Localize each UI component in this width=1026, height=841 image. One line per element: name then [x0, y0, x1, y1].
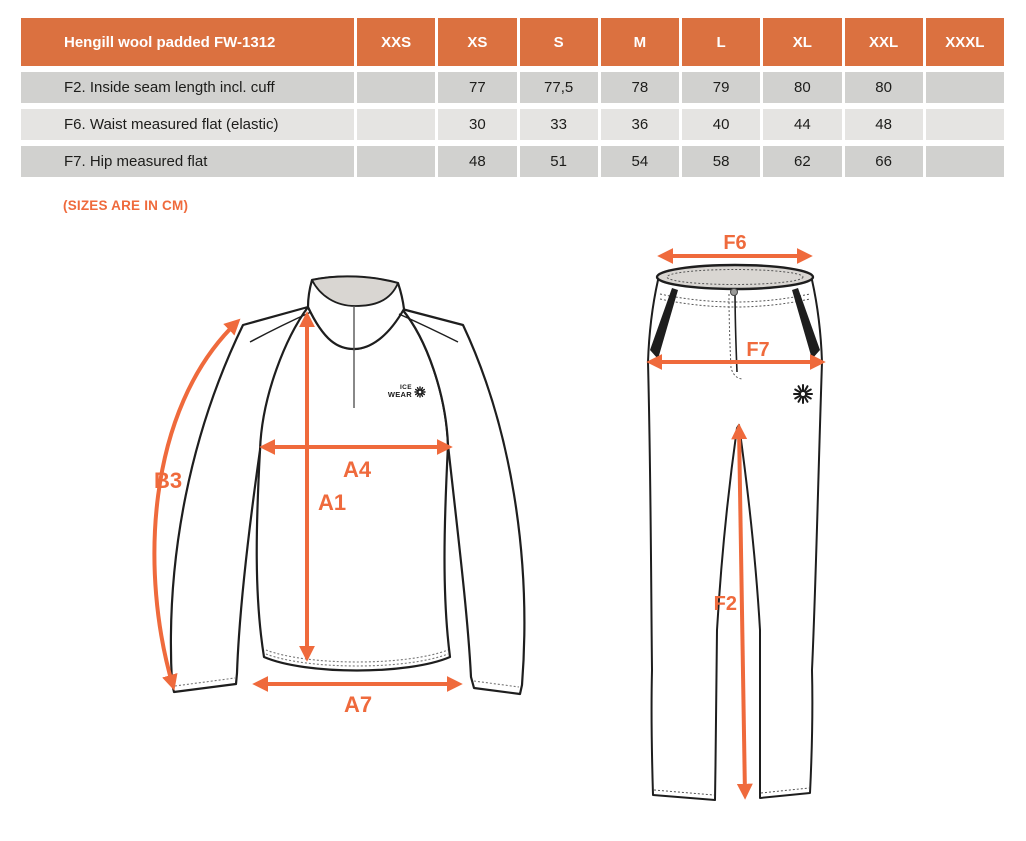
row-label: F7. Hip measured flat: [21, 146, 354, 177]
value-cell: [357, 72, 435, 103]
size-header-xxl: XXL: [845, 18, 923, 66]
size-header-xxs: XXS: [357, 18, 435, 66]
logo-text-wear: WEAR: [387, 390, 412, 399]
size-header-xxxl: XXXL: [926, 18, 1004, 66]
measurement-label-a4: A4: [342, 457, 372, 482]
measurement-label-f6: F6: [723, 232, 747, 254]
size-header-s: S: [520, 18, 598, 66]
measurement-label-a1: A1: [318, 490, 347, 515]
size-header-xs: XS: [438, 18, 516, 66]
value-cell: 79: [682, 72, 760, 103]
measurement-label-f2: F2: [713, 593, 737, 615]
value-cell: 44: [763, 109, 841, 140]
sizes-in-cm-note: (SIZES ARE IN CM): [63, 198, 189, 213]
value-cell: 40: [682, 109, 760, 140]
logo-text-ice: ICE: [399, 384, 412, 391]
measurement-label-f7: F7: [746, 339, 770, 361]
pants-body: [648, 280, 822, 800]
value-cell: 36: [601, 109, 679, 140]
value-cell: 51: [520, 146, 598, 177]
value-cell: 80: [845, 72, 923, 103]
value-cell: 30: [438, 109, 516, 140]
measurement-arrow-f2: [739, 428, 745, 795]
value-cell: [926, 109, 1004, 140]
measurement-label-b3: B3: [154, 468, 183, 493]
value-cell: 48: [845, 109, 923, 140]
value-cell: 62: [763, 146, 841, 177]
value-cell: [357, 146, 435, 177]
sweater-diagram: [140, 245, 580, 775]
measurement-label-a7: A7: [343, 692, 373, 717]
pants-waistband: [657, 265, 813, 289]
row-label: F6. Waist measured flat (elastic): [21, 109, 354, 140]
value-cell: [357, 109, 435, 140]
waist-button: [731, 289, 738, 296]
size-table: [21, 18, 1004, 183]
value-cell: 33: [520, 109, 598, 140]
table-row-f6: [21, 109, 1004, 140]
value-cell: 80: [763, 72, 841, 103]
value-cell: 66: [845, 146, 923, 177]
value-cell: 58: [682, 146, 760, 177]
value-cell: 77: [438, 72, 516, 103]
value-cell: [926, 146, 1004, 177]
size-header-xl: XL: [763, 18, 841, 66]
value-cell: 78: [601, 72, 679, 103]
table-row-f7: [21, 146, 1004, 177]
size-header-l: L: [682, 18, 760, 66]
value-cell: 77,5: [520, 72, 598, 103]
size-table-header-row: [21, 18, 1004, 66]
row-label: F2. Inside seam length incl. cuff: [21, 72, 354, 103]
value-cell: 48: [438, 146, 516, 177]
size-header-m: M: [601, 18, 679, 66]
table-row-f2: [21, 72, 1004, 103]
pants-diagram: [618, 232, 872, 822]
value-cell: [926, 72, 1004, 103]
value-cell: 54: [601, 146, 679, 177]
product-title: Hengill wool padded FW-1312: [21, 18, 354, 66]
